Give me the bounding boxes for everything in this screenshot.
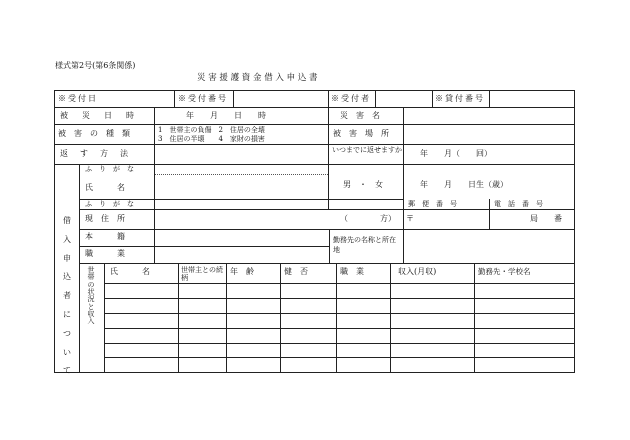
postal-mark: 〒 xyxy=(406,214,414,223)
household-name-header: 氏 名 xyxy=(110,267,150,276)
household-relation-header: 世帯主との続柄 xyxy=(181,266,223,283)
household-health-header: 健 否 xyxy=(284,267,308,276)
furigana-2-label: ふ り が な xyxy=(85,200,134,208)
loan-number-label: ※貸付番号 xyxy=(435,94,485,103)
address-phone-paren: （ 方） xyxy=(340,214,396,223)
disaster-name-label: 災 害 名 xyxy=(340,111,380,120)
household-occupation-header: 職 業 xyxy=(340,267,364,276)
damage-options-line1: 1 世帯主の負傷 2 住居の全壊 xyxy=(158,126,265,134)
birth-date: 年 月 日生（歳） xyxy=(420,180,508,189)
job-label: 職 業 xyxy=(85,249,125,258)
form-title: 災 害 援 護 資 金 借 入 申 込 書 xyxy=(197,73,318,83)
damage-options-line2: 3 住居の半壊 4 家財の損害 xyxy=(158,135,265,143)
receiver-label: ※受付者 xyxy=(331,94,371,103)
damage-place-label: 被 害 場 所 xyxy=(333,129,389,138)
name-label: 氏 名 xyxy=(85,183,125,192)
repay-period: 年 月（ 回） xyxy=(420,149,492,158)
receipt-number-label: ※受付番号 xyxy=(178,94,228,103)
workplace-label: 勤務先の名称と所在地 xyxy=(333,236,396,254)
postal-code-header: 郵 便 番 号 xyxy=(408,200,457,208)
sex-options: 男 ・ 女 xyxy=(343,180,383,189)
household-side-label: 世帯の状況と収入 xyxy=(87,266,95,326)
honseki-label: 本 籍 xyxy=(85,232,125,241)
address-label: 現 住 所 xyxy=(85,214,125,223)
until-when-label: いつまでに返せますか xyxy=(332,146,402,154)
exchange-label: 局 番 xyxy=(530,214,562,223)
repay-method-label: 返 す 方 法 xyxy=(60,149,130,158)
furigana-1-label: ふ り が な xyxy=(85,165,134,173)
disaster-date-fill: 年 月 日 時 xyxy=(186,111,266,120)
household-school-header: 勤務先・学校名 xyxy=(478,267,531,276)
phone-header: 電 話 番 号 xyxy=(494,200,543,208)
receipt-date-label: ※受付日 xyxy=(58,94,98,103)
borrower-section-label: 借入申込者について xyxy=(63,216,71,376)
damage-type-label: 被 害 の 種 類 xyxy=(58,129,130,138)
disaster-date-label: 被 災 日 時 xyxy=(60,111,137,120)
form-number: 様式第2号(第6条関係) xyxy=(55,61,136,70)
household-age-header: 年 齢 xyxy=(230,267,254,276)
household-income-header: 収入(月収) xyxy=(398,267,437,276)
